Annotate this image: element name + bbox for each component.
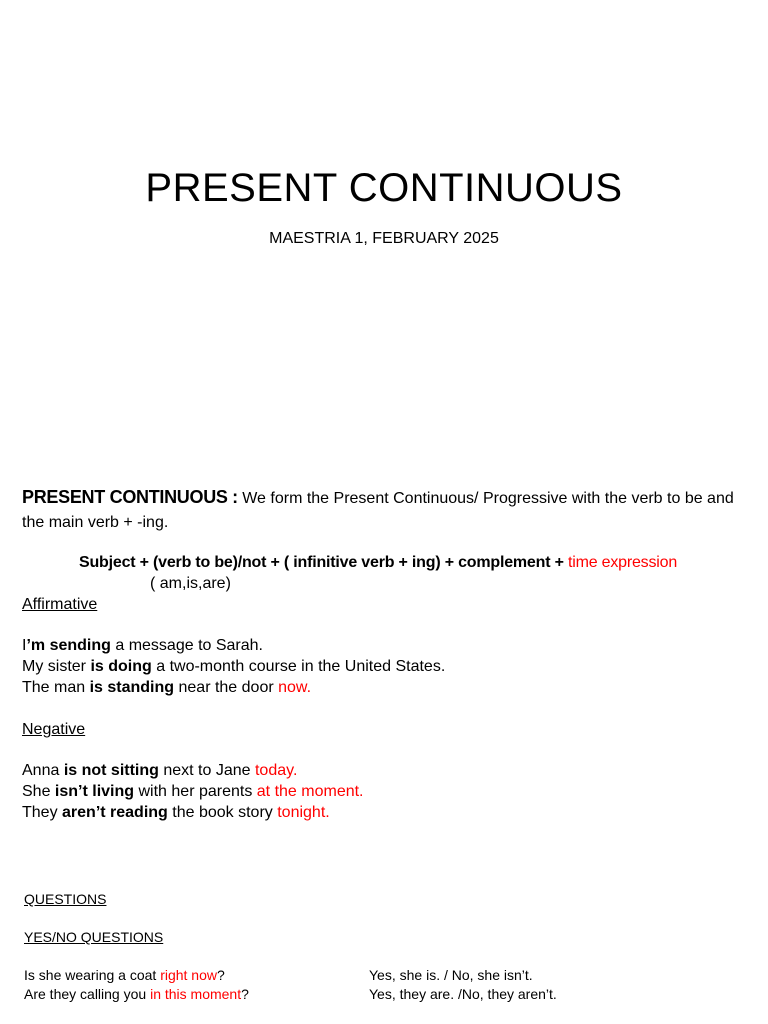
line-time: now. (278, 679, 312, 696)
answer-item: Yes, they are. /No, they aren’t. (369, 986, 557, 1002)
line-pre: My sister (22, 658, 91, 675)
question-pre: Are they calling you (24, 986, 151, 1002)
list-item (22, 658, 445, 676)
line-verb: ’m sending (26, 637, 111, 654)
list-item (22, 762, 297, 780)
line-time: tonight. (277, 804, 330, 821)
question-post: ? (241, 986, 249, 1002)
formula-main: Subject + (verb to be)/not + ( infinitive verb + ing) + complement + (79, 554, 568, 571)
line-pre: The man (22, 679, 90, 696)
formula-sub: ( am,is,are) (150, 575, 231, 592)
line-verb: is not sitting (63, 762, 159, 779)
list-item (22, 679, 311, 697)
line-time: at the moment. (256, 783, 364, 800)
question-pre: Is she wearing a coat (24, 967, 161, 983)
questions-heading: QUESTIONS (24, 891, 107, 907)
formula-time-expression: time expression (567, 554, 678, 571)
affirmative-heading: Affirmative (22, 596, 98, 613)
list-item (22, 804, 330, 822)
line-pre: She (22, 783, 55, 800)
line-post: next to Jane (158, 762, 255, 779)
line-pre: They (22, 804, 63, 821)
list-item (22, 637, 263, 655)
line-pre: I (22, 637, 27, 654)
yes-no-questions-heading: YES/NO QUESTIONS (24, 929, 164, 945)
line-verb: is standing (89, 679, 175, 696)
line-verb: is doing (90, 658, 152, 675)
line-verb: aren’t reading (62, 804, 168, 821)
line-time: today. (254, 762, 298, 779)
question-time: right now (160, 967, 217, 983)
line-post: a two-month course in the United States. (151, 658, 446, 675)
intro-text: We form the Present Continuous/ Progressive with the verb to be and the main verb + -ing. (22, 490, 734, 531)
line-verb: isn’t living (54, 783, 135, 800)
intro-colon: : (232, 487, 238, 507)
intro-heading: PRESENT CONTINUOUS (22, 487, 228, 507)
question-item (24, 967, 225, 983)
line-post: the book story (167, 804, 278, 821)
answer-item: Yes, she is. / No, she isn’t. (369, 967, 533, 983)
line-post: near the door (174, 679, 279, 696)
line-post: with her parents (134, 783, 257, 800)
line-pre: Anna (22, 762, 64, 779)
question-item (24, 986, 249, 1002)
page-subtitle: MAESTRIA 1, FEBRUARY 2025 (269, 230, 499, 247)
negative-heading: Negative (22, 721, 86, 738)
intro-paragraph (22, 485, 742, 535)
question-post: ? (217, 967, 225, 983)
list-item (22, 783, 364, 801)
question-time: in this moment (150, 986, 242, 1002)
page-title: PRESENT CONTINUOUS (145, 166, 623, 210)
line-post: a message to Sarah. (110, 637, 263, 654)
formula (79, 554, 677, 572)
